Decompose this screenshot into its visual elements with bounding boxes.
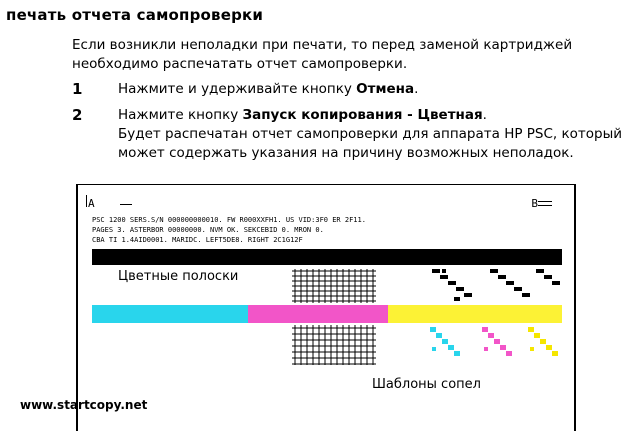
- corner-label-b: B: [531, 197, 538, 210]
- alignment-tick: [86, 195, 87, 207]
- report-info-line: PSC 1200 SERS.S/N 000000000010. FW R000XXFH1. US VID:3F0 ER 2F11.: [92, 216, 366, 224]
- button-name-cancel: Отмена: [356, 81, 415, 97]
- black-nozzle-pattern: [292, 269, 376, 303]
- corner-label-a: A: [88, 197, 95, 210]
- step-note: Будет распечатан отчет самопроверки для аппарата HP PSC, который может содержать указания на причину возможных неполадок.: [118, 126, 623, 161]
- report-info-line: CBA TI 1.4AID0001. MARIDC. LEFT5DE8. RIGHT 2C1G12F: [92, 236, 303, 244]
- report-info-line: PAGES 3. ASTERBOR 00000000. NVM OK. SEKCEBID 0. MRON 0.: [92, 226, 324, 234]
- corner-mark-b: [538, 201, 552, 202]
- intro-paragraph: Если возникли неполадки при печати, то перед заменой картриджей необходимо распечатать отчет самопроверки.: [72, 37, 573, 72]
- color-bars-label: Цветные полоски: [118, 269, 239, 284]
- black-alignment-pattern: [428, 267, 562, 303]
- magenta-color-bar: [248, 305, 388, 323]
- step-number: 1: [72, 80, 83, 98]
- button-name-start-color-copy: Запуск копирования - Цветная: [242, 107, 483, 123]
- black-nozzle-pattern: [292, 325, 376, 365]
- watermark-text: www.startcopy.net: [20, 398, 148, 412]
- black-color-bar: [92, 249, 562, 265]
- step-text: Нажмите кнопку Запуск копирования - Цветная. Будет распечатан отчет самопроверки для аппарата HP PSC, который может содержать указания на причину возможных неполадок.: [118, 107, 623, 161]
- step-text: Нажмите и удерживайте кнопку Отмена.: [118, 81, 419, 97]
- page-title: печать отчета самопроверки: [6, 6, 264, 24]
- corner-mark-b: [538, 205, 552, 206]
- color-alignment-pattern: [428, 325, 564, 361]
- corner-mark-a: [120, 204, 132, 205]
- self-test-report-illustration: [76, 184, 576, 431]
- yellow-color-bar: [388, 305, 562, 323]
- nozzle-patterns-label: Шаблоны сопел: [372, 377, 481, 392]
- step-number: 2: [72, 106, 83, 124]
- cyan-color-bar: [92, 305, 248, 323]
